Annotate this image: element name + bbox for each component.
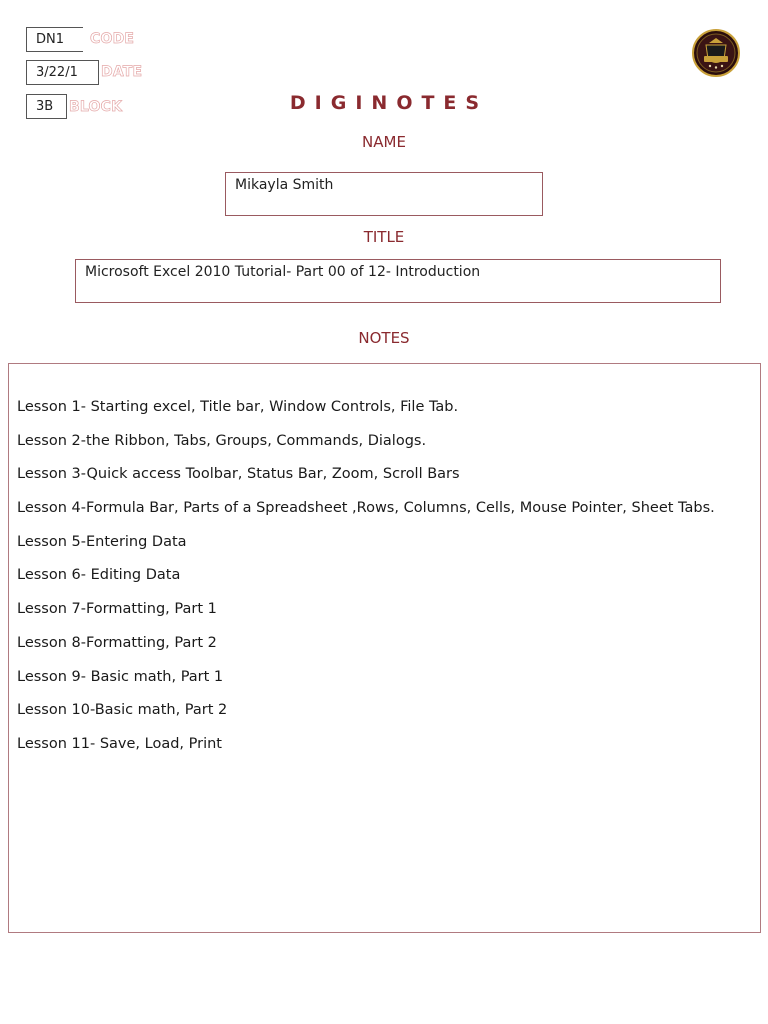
note-line-10: Lesson 10-Basic math, Part 2: [17, 702, 228, 719]
note-line-1: Lesson 1- Starting excel, Title bar, Window Controls, File Tab.: [17, 399, 459, 415]
note-line-5: Lesson 5-Entering Data: [17, 533, 187, 550]
notes-label: NOTES: [358, 329, 410, 347]
note-line-11: Lesson 11- Save, Load, Print: [17, 735, 222, 752]
date-field[interactable]: 3/22/1: [26, 60, 99, 85]
block-label: BLOCK: [69, 99, 123, 115]
code-field[interactable]: DN1: [26, 27, 83, 52]
note-line-7: Lesson 7-Formatting, Part 1: [17, 601, 217, 618]
name-label: NAME: [362, 133, 406, 151]
page-title: DIGINOTES: [289, 92, 489, 114]
note-line-4: Lesson 4-Formula Bar, Parts of a Spreadsheet ,Rows, Columns, Cells, Mouse Pointer, Sheet Tabs.: [17, 500, 715, 517]
date-label: DATE: [101, 64, 143, 80]
name-field[interactable]: Mikayla Smith: [225, 172, 543, 216]
code-label: CODE: [90, 31, 135, 47]
note-line-8: Lesson 8-Formatting, Part 2: [17, 634, 217, 651]
block-field[interactable]: 3B: [26, 94, 67, 119]
note-line-2: Lesson 2-the Ribbon, Tabs, Groups, Commands, Dialogs.: [17, 432, 427, 449]
note-line-3: Lesson 3-Quick access Toolbar, Status Bar, Zoom, Scroll Bars: [17, 466, 460, 483]
title-label: TITLE: [363, 228, 405, 246]
notes-area[interactable]: [8, 363, 761, 933]
note-line-9: Lesson 9- Basic math, Part 1: [17, 668, 224, 685]
school-logo-icon: [692, 29, 740, 77]
title-field[interactable]: Microsoft Excel 2010 Tutorial- Part 00 of 12- Introduction: [75, 259, 721, 303]
note-line-6: Lesson 6- Editing Data: [17, 567, 181, 584]
